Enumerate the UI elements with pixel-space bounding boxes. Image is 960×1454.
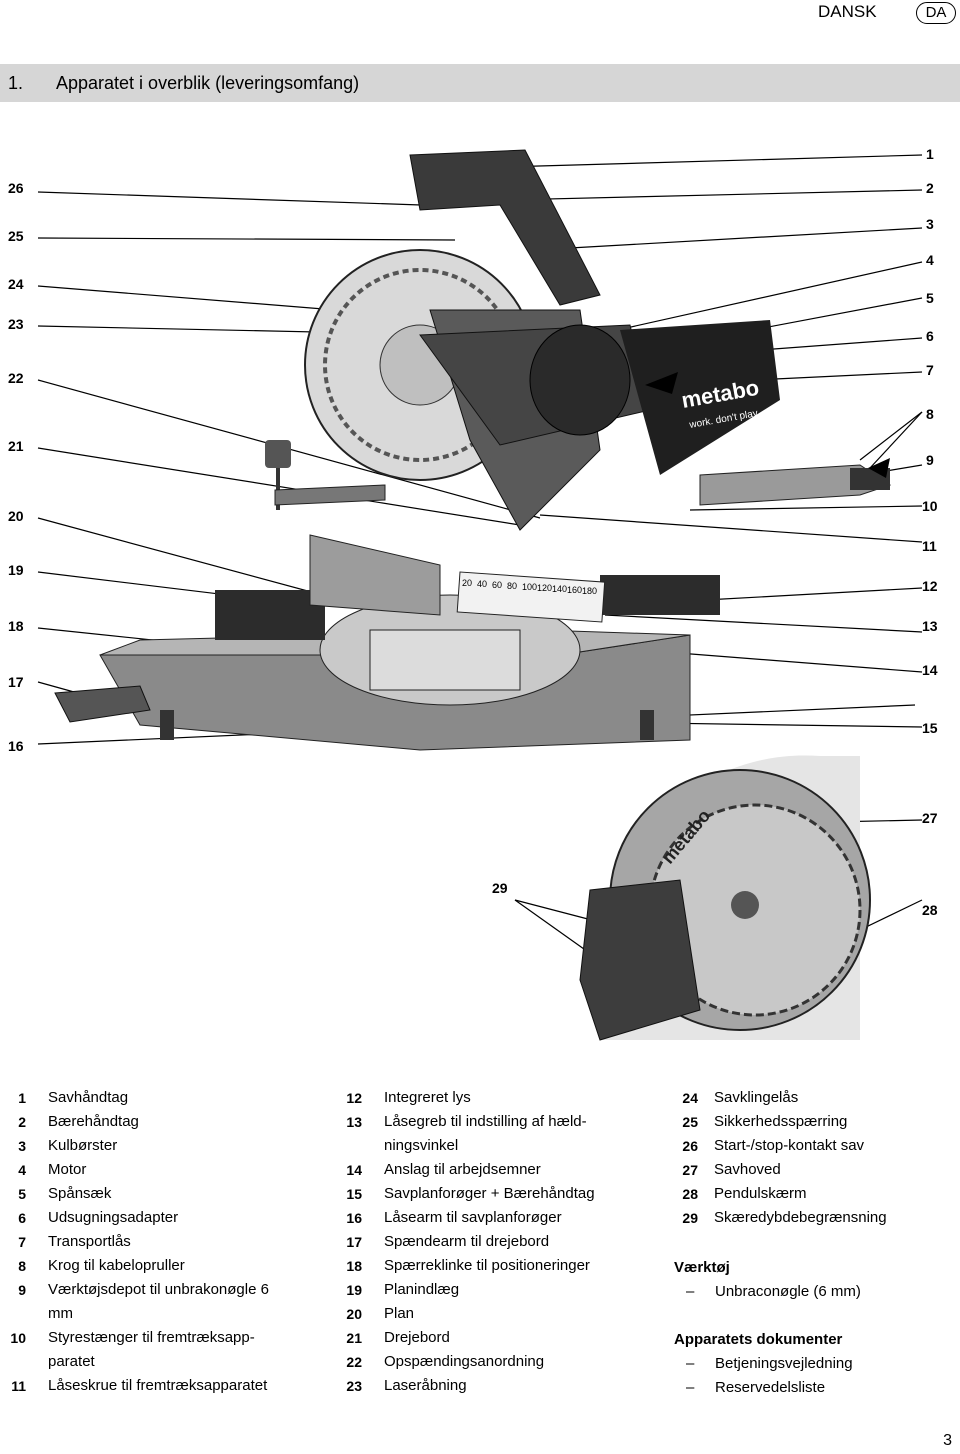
part-name: Opspændingsanordning	[384, 1353, 545, 1370]
part-number: 27	[682, 1162, 698, 1178]
scale-label: 180	[582, 586, 598, 596]
parts-list-item	[0, 1110, 300, 1134]
parts-list-column-3	[672, 1086, 952, 1230]
parts-list-item	[0, 1134, 300, 1158]
part-number: 8	[18, 1258, 26, 1274]
part-number: 9	[18, 1282, 26, 1298]
part-number: 24	[682, 1090, 698, 1106]
scale-label: 100	[522, 582, 538, 592]
callout-26: 26	[8, 180, 24, 196]
callout-20: 20	[8, 508, 24, 524]
parts-list-item	[672, 1206, 952, 1230]
page-number: 3	[943, 1432, 952, 1449]
parts-list-item	[336, 1110, 636, 1158]
part-name: Integreret lys	[384, 1089, 471, 1106]
part-number: 28	[682, 1186, 698, 1202]
callout-13: 13	[922, 618, 938, 634]
part-name: Spærreklinke til positioneringer	[384, 1257, 590, 1274]
callout-29: 29	[492, 880, 508, 896]
callout-2: 2	[926, 180, 934, 196]
tools-dash: –	[686, 1283, 695, 1300]
scale-label: 140	[552, 584, 568, 594]
callout-7: 7	[926, 362, 934, 378]
part-name: Plan	[384, 1305, 415, 1322]
part-name: Udsugningsadapter	[48, 1209, 179, 1226]
part-number: 7	[18, 1234, 26, 1250]
part-number: 2	[18, 1114, 26, 1130]
documents-dash-2: –	[686, 1379, 695, 1396]
parts-list-item	[336, 1182, 636, 1206]
part-name: Skæredybdebegrænsning	[714, 1209, 887, 1226]
part-number: 17	[346, 1234, 362, 1250]
parts-list-item	[0, 1278, 300, 1326]
part-number: 16	[346, 1210, 362, 1226]
part-number: 15	[346, 1186, 362, 1202]
detail-view	[580, 755, 870, 1040]
brand-logo: metabo	[679, 374, 761, 413]
part-name: Anslag til arbejdsemner	[384, 1161, 541, 1178]
document-item: Betjeningsvejledning	[715, 1355, 853, 1372]
part-number: 21	[346, 1330, 362, 1346]
callout-4: 4	[926, 252, 934, 268]
part-name: Planindlæg	[384, 1281, 460, 1298]
part-name: Savhoved	[714, 1161, 781, 1178]
parts-list-item	[672, 1110, 952, 1134]
part-number: 20	[346, 1306, 362, 1322]
part-number: 22	[346, 1354, 362, 1370]
part-number: 23	[346, 1378, 362, 1394]
scale-label: 40	[477, 579, 488, 589]
part-name: Sikkerhedsspærring	[714, 1113, 848, 1130]
part-number: 4	[18, 1162, 26, 1178]
callout-19: 19	[8, 562, 24, 578]
part-number: 11	[11, 1378, 26, 1394]
brand-tagline: work. don't play.	[688, 407, 761, 431]
part-name: Motor	[48, 1161, 87, 1178]
callout-5: 5	[926, 290, 934, 306]
section-title: Apparatet i overblik (leveringsomfang)	[56, 73, 360, 93]
part-number: 18	[346, 1258, 362, 1274]
callout-15: 15	[922, 720, 938, 736]
callout-6: 6	[926, 328, 934, 344]
scale-label: 80	[507, 581, 518, 591]
part-name: Laseråbning	[384, 1377, 467, 1394]
parts-list-item	[0, 1374, 300, 1398]
parts-list-item	[0, 1158, 300, 1182]
parts-list-item	[336, 1254, 636, 1278]
part-number: 12	[346, 1090, 362, 1106]
scale-label: 60	[492, 580, 503, 590]
scale-label: 20	[462, 578, 473, 588]
part-name: Drejebord	[384, 1329, 450, 1346]
part-name: Savhåndtag	[48, 1089, 129, 1106]
parts-list-item	[0, 1326, 300, 1374]
saw-head	[410, 150, 890, 530]
scale-label: 160	[567, 585, 583, 595]
parts-list-item	[0, 1182, 300, 1206]
callout-11: 11	[922, 538, 937, 554]
part-number: 3	[18, 1138, 26, 1154]
part-number: 5	[18, 1186, 26, 1202]
callout-28: 28	[922, 902, 938, 918]
parts-list-item	[336, 1326, 636, 1350]
part-name: Savplanforøger + Bærehåndtag	[384, 1185, 595, 1202]
parts-list-item	[0, 1254, 300, 1278]
part-number: 25	[682, 1114, 698, 1130]
parts-list-item	[336, 1302, 636, 1326]
section-number: 1.	[8, 73, 24, 93]
part-name: Start-/stop-kontakt sav	[714, 1137, 865, 1154]
part-name: Låsearm til savplanforøger	[384, 1209, 562, 1226]
part-number: 29	[682, 1210, 698, 1226]
tool-item: Unbraconøgle (6 mm)	[715, 1283, 861, 1300]
documents-dash-1: –	[686, 1355, 695, 1372]
part-number: 19	[346, 1282, 362, 1298]
parts-list-column-2	[336, 1086, 636, 1398]
parts-list-item	[336, 1206, 636, 1230]
tools-heading: Værktøj	[674, 1259, 730, 1276]
part-number: 10	[10, 1330, 26, 1346]
miter-saw-illustration	[0, 110, 960, 1060]
detail-brand-logo: metabo	[657, 805, 715, 868]
part-name: Kulbørster	[48, 1137, 118, 1154]
callout-16: 16	[8, 738, 24, 754]
callout-10: 10	[922, 498, 938, 514]
parts-list-item	[336, 1230, 636, 1254]
language-label: DANSK	[818, 2, 877, 21]
documents-heading: Apparatets dokumenter	[674, 1331, 843, 1348]
language-badge: DA	[916, 2, 956, 24]
part-name: Styrestænger til fremtræksapp-paratet	[48, 1329, 255, 1370]
callout-23: 23	[8, 316, 24, 332]
part-name: Krog til kabelopruller	[48, 1257, 185, 1274]
callout-21: 21	[8, 438, 24, 454]
part-number: 1	[18, 1090, 26, 1106]
callout-14: 14	[922, 662, 938, 678]
parts-list-item	[336, 1086, 636, 1110]
parts-list-item	[336, 1374, 636, 1398]
parts-list-item	[0, 1206, 300, 1230]
part-name: Savklingelås	[714, 1089, 799, 1106]
part-name: Spånsæk	[48, 1185, 112, 1202]
callout-22: 22	[8, 370, 24, 386]
parts-list-item	[672, 1158, 952, 1182]
callout-17: 17	[8, 674, 24, 690]
callout-8: 8	[926, 406, 934, 422]
part-name: Transportlås	[48, 1233, 131, 1250]
parts-list-item	[672, 1086, 952, 1110]
callout-24: 24	[8, 276, 24, 292]
part-name: Spændearm til drejebord	[384, 1233, 550, 1250]
part-name: Låseskrue til fremtræksapparatet	[48, 1377, 268, 1394]
part-number: 13	[346, 1114, 362, 1130]
callout-1: 1	[926, 146, 934, 162]
parts-list-item	[672, 1182, 952, 1206]
callout-18: 18	[8, 618, 24, 634]
part-name: Værktøjsdepot til unbrakonøgle 6 mm	[48, 1281, 269, 1322]
part-number: 6	[18, 1210, 26, 1226]
parts-list-item	[336, 1158, 636, 1182]
callout-25: 25	[8, 228, 24, 244]
parts-list-item	[672, 1134, 952, 1158]
part-name: Låsegreb til indstilling af hæld-ningsvinkel	[384, 1113, 587, 1154]
part-number: 26	[682, 1138, 698, 1154]
section-header	[0, 64, 960, 102]
parts-list-item	[336, 1278, 636, 1302]
parts-list-item	[336, 1350, 636, 1374]
part-name: Bærehåndtag	[48, 1113, 139, 1130]
callout-3: 3	[926, 216, 934, 232]
callout-27: 27	[922, 810, 938, 826]
callout-9: 9	[926, 452, 934, 468]
callout-12: 12	[922, 578, 938, 594]
parts-list-item	[0, 1086, 300, 1110]
document-item: Reservedelsliste	[715, 1379, 826, 1396]
part-name: Pendulskærm	[714, 1185, 807, 1202]
part-number: 14	[346, 1162, 362, 1178]
scale-label: 120	[537, 583, 553, 593]
parts-list-item	[0, 1230, 300, 1254]
parts-list-column-1	[0, 1086, 300, 1398]
